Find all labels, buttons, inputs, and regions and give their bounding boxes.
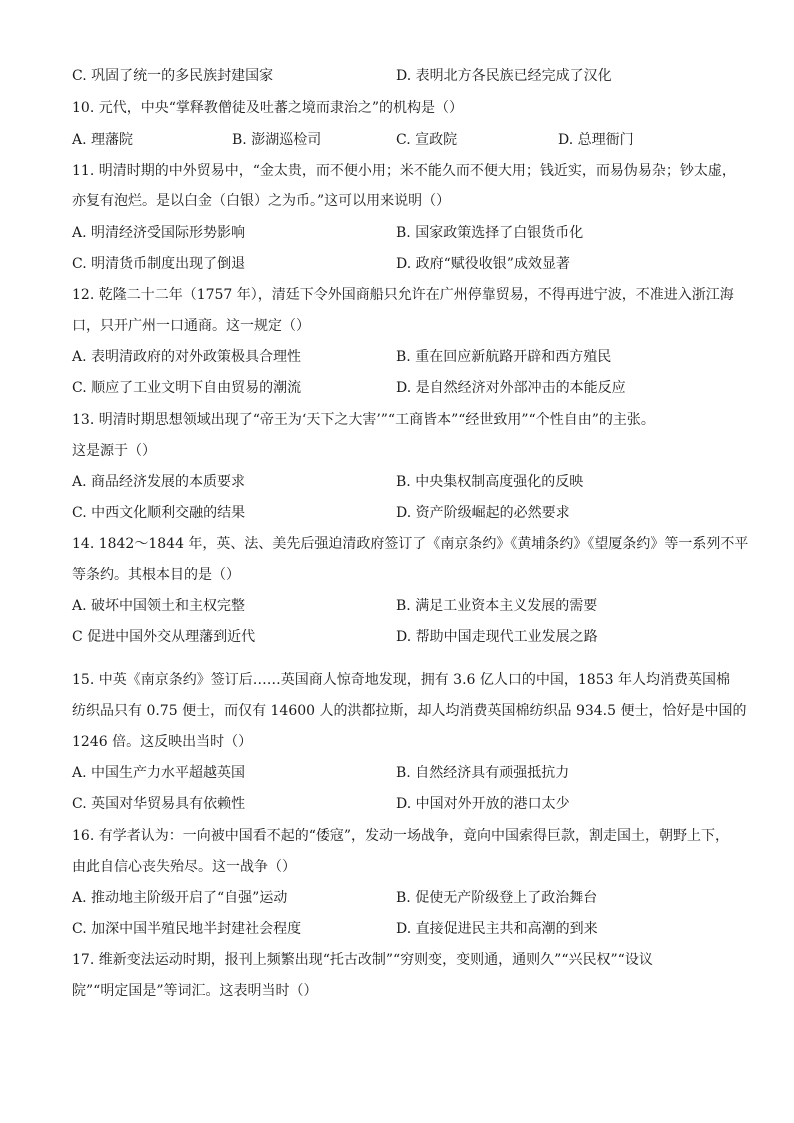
q15-option-c: C. 英国对华贸易具有依赖性 <box>72 796 246 812</box>
q11-option-a: A. 明清经济受国际形势影响 <box>72 225 246 241</box>
q12-option-d: D. 是自然经济对外部冲击的本能反应 <box>396 380 626 396</box>
q9-option-d: D. 表明北方各民族已经完成了汉化 <box>396 68 612 84</box>
q11-option-d: D. 政府“赋役收银”成效显著 <box>396 256 570 272</box>
q10-option-b: B. 澎湖巡检司 <box>232 132 322 148</box>
q13-option-b: B. 中央集权制高度强化的反映 <box>396 474 584 490</box>
q13-option-d: D. 资产阶级崛起的必然要求 <box>396 505 570 521</box>
q13-stem-line-1: 13. 明清时期思想领域出现了“帝王为‘天下之大害’”“工商皆本”“经世致用”“个性自由”的主张。 <box>72 412 655 428</box>
q16-option-d: D. 直接促进民主共和高潮的到来 <box>396 921 598 937</box>
q9-option-c: C. 巩固了统一的多民族封建国家 <box>72 68 274 84</box>
q12-stem-line-1: 12. 乾隆二十二年（1757 年），清廷下令外国商船只允许在广州停靠贸易，不得再进宁波，不准进入浙江海 <box>72 287 734 303</box>
q13-stem-line-2: 这是源于（） <box>72 443 156 459</box>
q17-stem-line-2: 院”“明定国是”等词汇。这表明当时（） <box>72 983 318 999</box>
q16-option-b: B. 促使无产阶级登上了政治舞台 <box>396 890 598 906</box>
q16-stem-line-2: 由此自信心丧失殆尽。这一战争（） <box>72 859 296 875</box>
q14-option-a: A. 破坏中国领土和主权完整 <box>72 598 246 614</box>
q14-stem-line-1: 14. 1842～1844 年，英、法、美先后强迫清政府签订了《南京条约》《黄埔条约》《望厦条约》等一系列不平 <box>72 536 749 552</box>
q15-stem-line-2: 纺织品只有 0.75 便士，而仅有 14600 人的洪都拉斯，却人均消费英国棉纺织品 934.5 便士，恰好是中国的 <box>72 703 747 719</box>
q14-stem-line-2: 等条约。其根本目的是（） <box>72 567 240 583</box>
q10-option-d: D. 总理衙门 <box>558 132 634 148</box>
q11-option-b: B. 国家政策选择了白银货币化 <box>396 225 584 241</box>
q10-option-c: C. 宣政院 <box>396 132 458 148</box>
q10-option-a: A. 理藩院 <box>72 132 134 148</box>
q16-option-a: A. 推动地主阶级开启了“自强”运动 <box>72 890 288 906</box>
q12-option-b: B. 重在回应新航路开辟和西方殖民 <box>396 349 612 365</box>
q15-option-a: A. 中国生产力水平超越英国 <box>72 765 246 781</box>
q14-option-c: C 促进中国外交从理藩到近代 <box>72 629 256 645</box>
q11-stem-line-2: 亦复有泡烂。是以白金（白银）之为币。”这可以用来说明（） <box>72 193 451 209</box>
q16-option-c: C. 加深中国半殖民地半封建社会程度 <box>72 921 302 937</box>
q16-stem-line-1: 16. 有学者认为：一向被中国看不起的“倭寇”，发动一场战争，竟向中国索得巨款，割走国土，朝野上下， <box>72 828 730 844</box>
q13-option-a: A. 商品经济发展的本质要求 <box>72 474 246 490</box>
q11-option-c: C. 明清货币制度出现了倒退 <box>72 256 246 272</box>
q14-option-d: D. 帮助中国走现代工业发展之路 <box>396 629 598 645</box>
q15-stem-line-3: 1246 倍。这反映出当时（） <box>72 734 253 750</box>
q15-option-b: B. 自然经济具有顽强抵抗力 <box>396 765 570 781</box>
q12-option-c: C. 顺应了工业文明下自由贸易的潮流 <box>72 380 302 396</box>
q12-option-a: A. 表明清政府的对外政策极具合理性 <box>72 349 302 365</box>
q12-stem-line-2: 口，只开广州一口通商。这一规定（） <box>72 318 310 334</box>
q10-stem: 10. 元代，中央“掌释教僧徒及吐蕃之境而隶治之”的机构是（） <box>72 100 464 116</box>
q11-stem-line-1: 11. 明清时期的中外贸易中，“金太贵，而不便小用；米不能久而不便大用；钱近实，而易伪易杂；钞太虚， <box>72 163 736 179</box>
q13-option-c: C. 中西文化顺利交融的结果 <box>72 505 246 521</box>
q14-option-b: B. 满足工业资本主义发展的需要 <box>396 598 598 614</box>
q17-stem-line-1: 17. 维新变法运动时期，报刊上频繁出现“托古改制”“穷则变，变则通，通则久”“兴民权”“设议 <box>72 952 653 968</box>
q15-stem-line-1: 15. 中英《南京条约》签订后……英国商人惊奇地发现，拥有 3.6 亿人口的中国，1853 年人均消费英国棉 <box>72 672 730 688</box>
q15-option-d: D. 中国对外开放的港口太少 <box>396 796 570 812</box>
